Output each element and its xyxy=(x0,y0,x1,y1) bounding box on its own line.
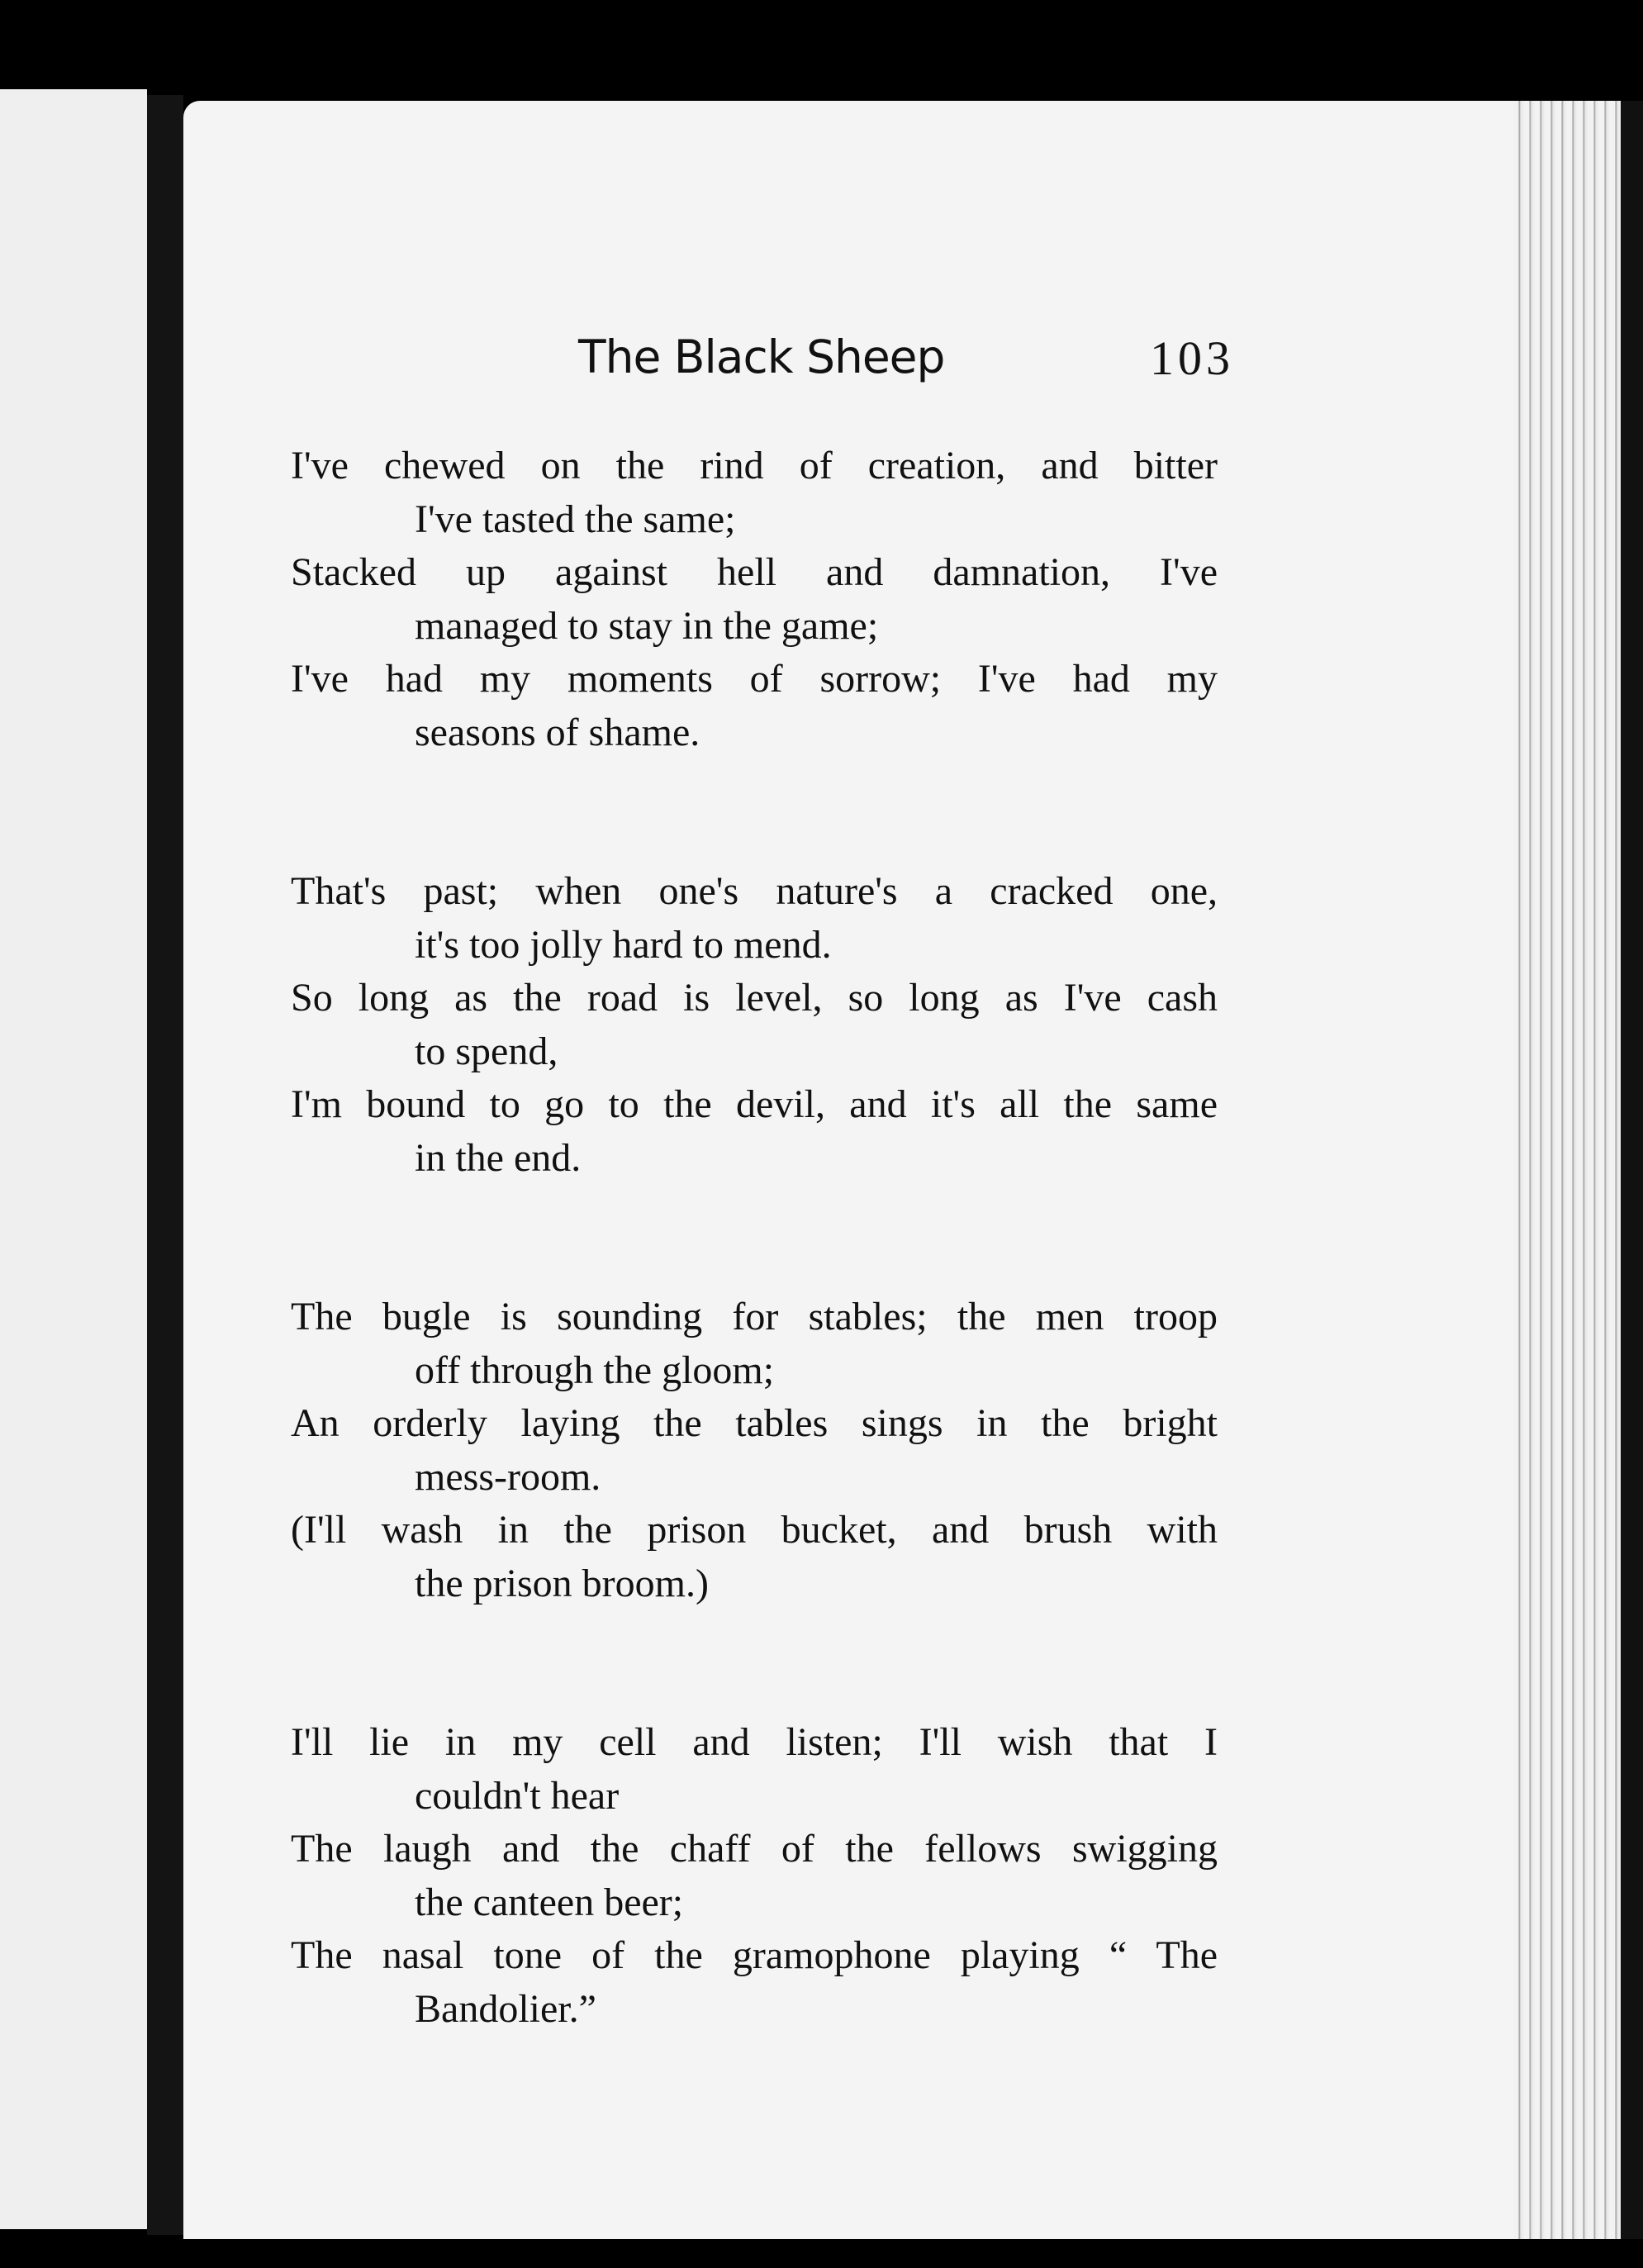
running-title: The Black Sheep xyxy=(578,330,945,383)
verse-line-continuation: I've tasted the same; xyxy=(415,497,736,541)
verse-line-continuation: the canteen beer; xyxy=(415,1880,684,1924)
verse-line-continuation: in the end. xyxy=(415,1135,582,1180)
verse-line-continuation: Bandolier.” xyxy=(415,1986,596,2031)
stanza xyxy=(291,865,1218,1185)
verse-line-continuation: the prison broom.) xyxy=(415,1561,709,1605)
verse-line: The nasal tone of the gramophone playing “ The xyxy=(291,1933,1218,1977)
page-edges xyxy=(1513,101,1621,2239)
verse-line: The bugle is sounding for stables; the men troop xyxy=(291,1295,1218,1338)
verse-line: I'll lie in my cell and listen; I'll wish that I xyxy=(291,1720,1218,1764)
poem-body xyxy=(291,440,1218,2142)
verse-line: I'm bound to go to the devil, and it's all the same xyxy=(291,1082,1218,1126)
verse-line: That's past; when one's nature's a cracked one, xyxy=(291,869,1218,913)
verse-line-continuation: to spend, xyxy=(415,1029,558,1073)
verse-line: I've chewed on the rind of creation, and bitter xyxy=(291,444,1218,487)
verse-line: The laugh and the chaff of the fellows swigging xyxy=(291,1827,1218,1871)
verse-line-continuation: seasons of shame. xyxy=(415,710,700,754)
verse-line: (I'll wash in the prison bucket, and brush with xyxy=(291,1508,1218,1552)
stanza xyxy=(291,1291,1218,1610)
page-number: 103 xyxy=(1150,331,1234,385)
verse-line: Stacked up against hell and damnation, I've xyxy=(291,550,1218,594)
stanza xyxy=(291,1716,1218,2036)
verse-line-continuation: couldn't hear xyxy=(415,1773,620,1818)
book-gutter xyxy=(147,95,183,2235)
verse-line-continuation: it's too jolly hard to mend. xyxy=(415,922,832,967)
verse-line-continuation: managed to stay in the game; xyxy=(415,603,879,648)
verse-line: So long as the road is level, so long as I've cash xyxy=(291,976,1218,1020)
scan-border xyxy=(1621,101,1643,2239)
verse-line-continuation: off through the gloom; xyxy=(415,1348,775,1392)
stanza xyxy=(291,440,1218,759)
left-page-edge xyxy=(0,89,147,2229)
verse-line: An orderly laying the tables sings in the bright xyxy=(291,1401,1218,1445)
verse-line-continuation: mess-room. xyxy=(415,1454,601,1499)
verse-line: I've had my moments of sorrow; I've had my xyxy=(291,657,1218,701)
